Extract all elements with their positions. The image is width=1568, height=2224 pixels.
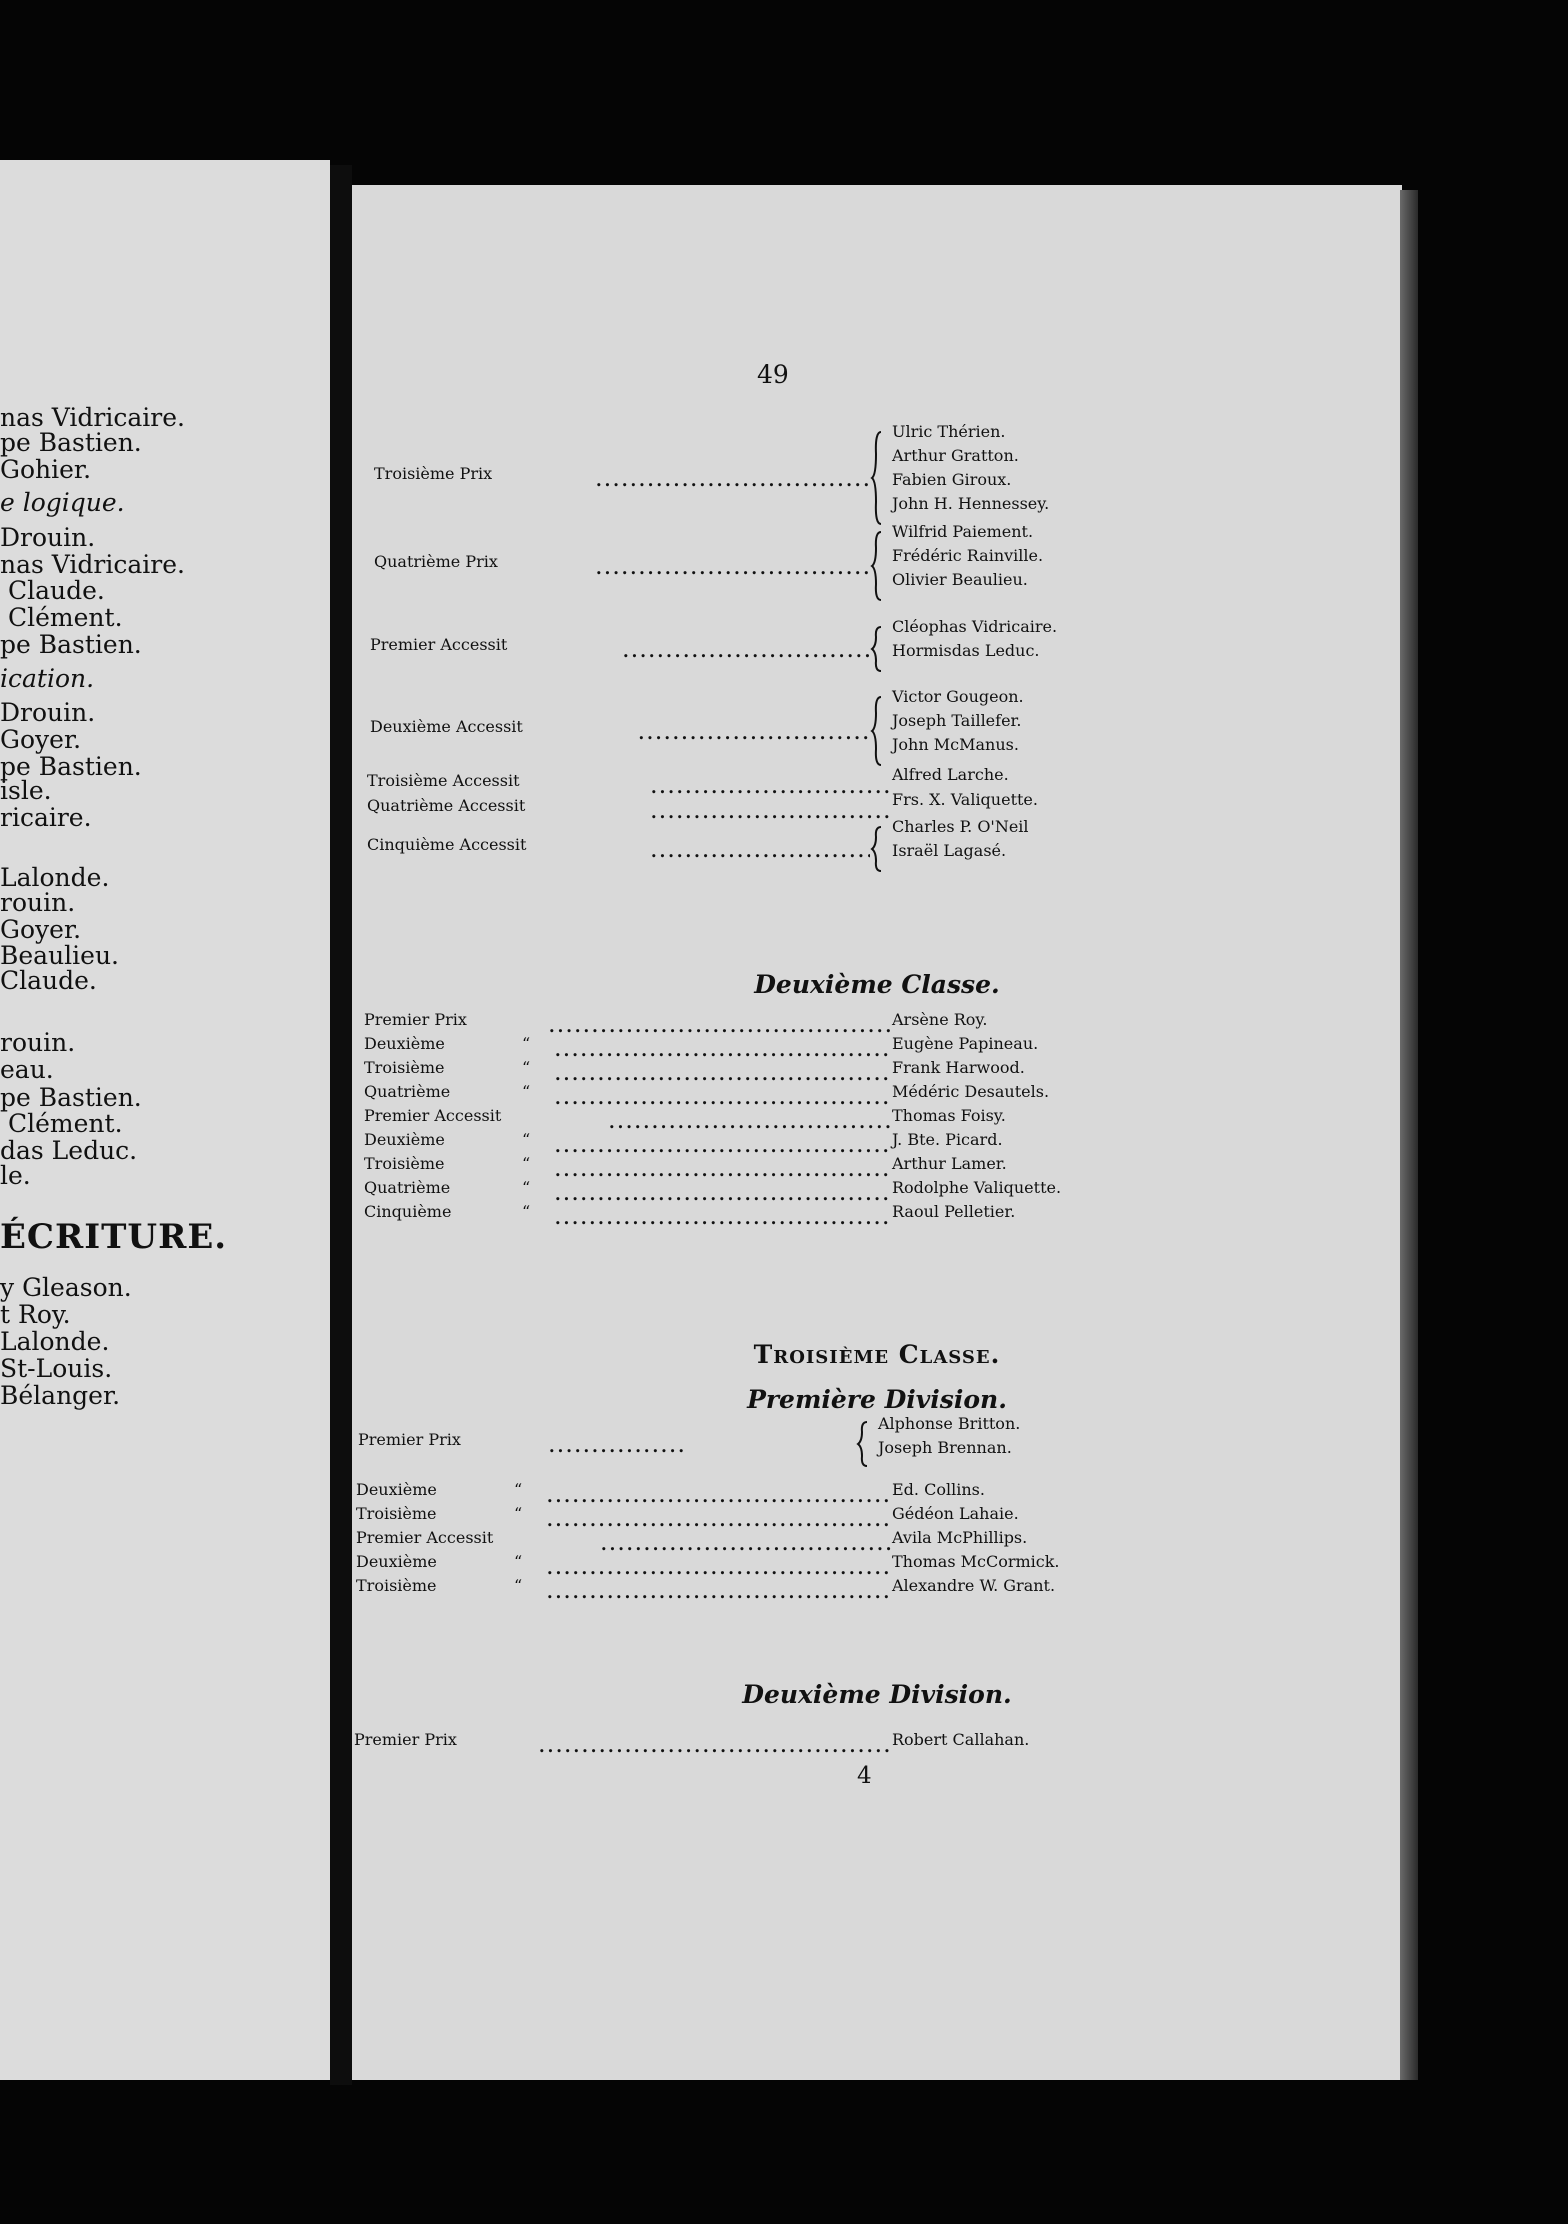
left-page-line: Clément. xyxy=(8,603,123,632)
left-page-line: y Gleason. xyxy=(0,1273,132,1302)
left-page-line: pe Bastien. xyxy=(0,752,142,781)
heading-troisieme-classe: Troisième Classe. xyxy=(753,1340,1001,1369)
left-page-line: ricaire. xyxy=(0,803,92,832)
prize-label: Troisième xyxy=(356,1576,437,1595)
left-page-line: Drouin. xyxy=(0,523,96,552)
right-page xyxy=(352,185,1402,2080)
prize-label: Deuxième Accessit xyxy=(370,717,523,736)
student-name: Olivier Beaulieu. xyxy=(892,570,1028,589)
left-page-line: Goyer. xyxy=(0,915,82,944)
left-page-line: pe Bastien. xyxy=(0,428,142,457)
ditto-mark: “ xyxy=(522,1130,531,1149)
student-name: Rodolphe Valiquette. xyxy=(892,1178,1062,1197)
brace xyxy=(870,695,884,767)
prize-label: Deuxième xyxy=(356,1552,437,1571)
prize-label: Deuxième xyxy=(356,1480,437,1499)
left-page-line: Drouin. xyxy=(0,698,96,727)
prize-label: Quatrième xyxy=(364,1082,451,1101)
left-page-line: rouin. xyxy=(0,888,76,917)
student-name: Alexandre W. Grant. xyxy=(892,1576,1056,1595)
prize-label: Quatrième xyxy=(364,1178,451,1197)
leader-dots xyxy=(554,1202,892,1230)
student-name: Arthur Gratton. xyxy=(892,446,1019,465)
student-name: Frank Harwood. xyxy=(892,1058,1025,1077)
student-name: Raoul Pelletier. xyxy=(892,1202,1016,1221)
student-name: Alfred Larche. xyxy=(892,765,1009,784)
student-name: Joseph Taillefer. xyxy=(892,711,1022,730)
ditto-mark: “ xyxy=(522,1034,531,1053)
left-page-line: Bélanger. xyxy=(0,1381,121,1410)
student-name: Médéric Desautels. xyxy=(892,1082,1050,1101)
student-name: Frs. X. Valiquette. xyxy=(892,790,1038,809)
student-name: Ulric Thérien. xyxy=(892,422,1006,441)
prize-label: Cinquième xyxy=(364,1202,452,1221)
left-page-line: t Roy. xyxy=(0,1300,71,1329)
left-page-line: St-Louis. xyxy=(0,1354,113,1383)
left-page-line: ication. xyxy=(0,664,95,693)
prize-label: Deuxième xyxy=(364,1130,445,1149)
prize-label: Premier Accessit xyxy=(356,1528,494,1547)
leader-dots xyxy=(650,771,892,799)
student-name: Alphonse Britton. xyxy=(878,1414,1021,1433)
leader-dots xyxy=(538,1730,892,1758)
leader-dots xyxy=(595,552,870,580)
heading-deuxieme-division: Deuxième Division. xyxy=(742,1680,1012,1709)
leader-dots xyxy=(595,464,870,492)
left-page-line: Lalonde. xyxy=(0,1327,110,1356)
student-name: John H. Hennessey. xyxy=(892,494,1050,513)
prize-label: Cinquième Accessit xyxy=(367,835,527,854)
student-name: Avila McPhillips. xyxy=(892,1528,1028,1547)
prize-label: Deuxième xyxy=(364,1034,445,1053)
left-page-line: Gohier. xyxy=(0,455,92,484)
ditto-mark: “ xyxy=(514,1480,523,1499)
leader-dots xyxy=(650,796,892,824)
prize-label: Premier Prix xyxy=(354,1730,457,1749)
prize-label: Premier Prix xyxy=(364,1010,467,1029)
student-name: Ed. Collins. xyxy=(892,1480,985,1499)
left-page-line: das Leduc. xyxy=(0,1136,138,1165)
student-name: Frédéric Rainville. xyxy=(892,546,1044,565)
student-name: Fabien Giroux. xyxy=(892,470,1012,489)
ditto-mark: “ xyxy=(522,1202,531,1221)
left-page-line: e logique. xyxy=(0,488,125,517)
ditto-mark: “ xyxy=(514,1504,523,1523)
signature-mark: 4 xyxy=(857,1763,872,1789)
prize-label: Troisième Accessit xyxy=(367,771,520,790)
student-name: J. Bte. Picard. xyxy=(892,1130,1003,1149)
leader-dots xyxy=(638,717,871,745)
ditto-mark: “ xyxy=(522,1082,531,1101)
prize-label: Premier Accessit xyxy=(364,1106,502,1125)
student-name: Israël Lagasé. xyxy=(892,841,1007,860)
left-page-line: nas Vidricaire. xyxy=(0,550,185,579)
brace xyxy=(856,1420,870,1468)
prize-label: Quatrième Accessit xyxy=(367,796,526,815)
left-page-line: isle. xyxy=(0,776,52,805)
left-page-line: Lalonde. xyxy=(0,863,110,892)
left-page xyxy=(0,160,330,2080)
student-name: Eugène Papineau. xyxy=(892,1034,1039,1053)
left-page-line: Goyer. xyxy=(0,725,82,754)
brace xyxy=(870,625,884,673)
left-page-line: Beaulieu. xyxy=(0,941,120,970)
leader-dots xyxy=(546,1576,892,1604)
brace xyxy=(870,430,884,526)
student-name: Thomas Foisy. xyxy=(892,1106,1006,1125)
left-page-line: eau. xyxy=(0,1055,54,1084)
page-edge xyxy=(1400,190,1418,2080)
left-page-line: Claude. xyxy=(0,966,97,995)
prize-label: Troisième Prix xyxy=(374,464,493,483)
left-page-line: pe Bastien. xyxy=(0,1083,142,1112)
student-name: Charles P. O'Neil xyxy=(892,817,1029,836)
student-name: Joseph Brennan. xyxy=(878,1438,1012,1457)
page-number: 49 xyxy=(757,360,789,389)
student-name: Victor Gougeon. xyxy=(892,687,1024,706)
left-page-line: Claude. xyxy=(8,576,105,605)
ditto-mark: “ xyxy=(522,1058,531,1077)
brace xyxy=(870,530,884,602)
brace xyxy=(870,825,884,873)
prize-label: Premier Prix xyxy=(358,1430,461,1449)
student-name: Gédéon Lahaie. xyxy=(892,1504,1019,1523)
heading-premiere-division: Première Division. xyxy=(747,1385,1007,1414)
student-name: Wilfrid Paiement. xyxy=(892,522,1034,541)
prize-label: Troisième xyxy=(364,1154,445,1173)
left-page-line: nas Vidricaire. xyxy=(0,403,185,432)
left-page-line: pe Bastien. xyxy=(0,630,142,659)
leader-dots xyxy=(622,635,870,663)
student-name: Cléophas Vidricaire. xyxy=(892,617,1058,636)
student-name: Arsène Roy. xyxy=(892,1010,988,1029)
student-name: John McManus. xyxy=(892,735,1019,754)
left-page-line: ÉCRITURE. xyxy=(0,1217,228,1257)
student-name: Arthur Lamer. xyxy=(892,1154,1007,1173)
student-name: Hormisdas Leduc. xyxy=(892,641,1040,660)
leader-dots xyxy=(548,1430,688,1458)
student-name: Robert Callahan. xyxy=(892,1730,1030,1749)
ditto-mark: “ xyxy=(514,1552,523,1571)
left-page-line: le. xyxy=(0,1161,31,1190)
prize-label: Troisième xyxy=(364,1058,445,1077)
ditto-mark: “ xyxy=(522,1154,531,1173)
heading-deuxieme-classe: Deuxième Classe. xyxy=(754,970,1000,999)
left-page-line: rouin. xyxy=(0,1028,76,1057)
prize-label: Premier Accessit xyxy=(370,635,508,654)
left-page-line: Clément. xyxy=(8,1109,123,1138)
ditto-mark: “ xyxy=(522,1178,531,1197)
prize-label: Troisième xyxy=(356,1504,437,1523)
book-gutter xyxy=(330,165,352,2085)
leader-dots xyxy=(650,835,870,863)
student-name: Thomas McCormick. xyxy=(892,1552,1060,1571)
prize-label: Quatrième Prix xyxy=(374,552,498,571)
ditto-mark: “ xyxy=(514,1576,523,1595)
